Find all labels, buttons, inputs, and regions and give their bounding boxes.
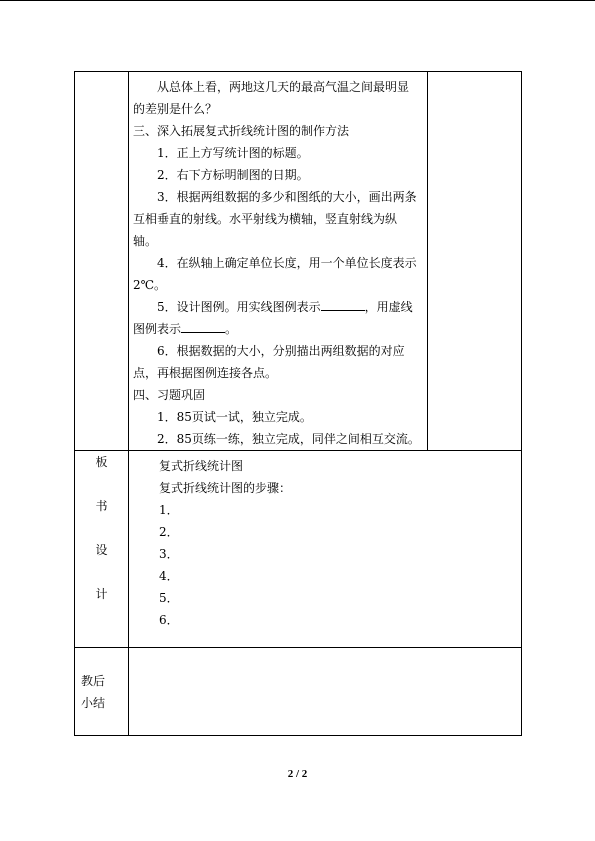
board-step-3: 3． <box>159 547 179 561</box>
step-2: 2．右下方标明制图的日期。 <box>157 168 309 182</box>
board-step-1: 1． <box>159 503 179 517</box>
step-1: 1．正上方写统计图的标题。 <box>157 146 309 160</box>
board-design-row <box>75 451 522 648</box>
board-label-char-4: 计 <box>95 587 108 601</box>
step-3-line-1: 3．根据两组数据的多少和图纸的大小，画出两条 <box>157 190 417 204</box>
board-design-content <box>129 451 522 648</box>
board-design-label <box>75 451 129 648</box>
exercise-1: 1．85页试一试，独立完成。 <box>157 410 312 424</box>
step-5-text-d: 。 <box>225 322 238 336</box>
step-5-line-1 <box>133 296 423 318</box>
step-6-line-1: 6．根据数据的大小，分别描出两组数据的对应 <box>157 344 405 358</box>
board-step-5: 5． <box>159 591 179 605</box>
teaching-content-cell <box>129 72 428 451</box>
step-4-line-2: 2℃。 <box>133 278 167 292</box>
exercise-2: 2．85页练一练，独立完成，同伴之间相互交流。 <box>157 432 420 446</box>
step-6-line-2: 点，再根据图例连接各点。 <box>133 366 278 380</box>
summary-content <box>129 648 522 736</box>
board-title: 复式折线统计图 <box>159 459 244 473</box>
page-number: 2 / 2 <box>287 768 308 780</box>
summary-label-line-2: 小结 <box>81 695 106 710</box>
summary-label <box>75 648 129 736</box>
fill-blank-solid <box>321 298 365 311</box>
fill-blank-dashed <box>181 320 225 333</box>
lesson-plan-table <box>74 71 522 736</box>
step-4-line-1: 4．在纵轴上确定单位长度，用一个单位长度表示 <box>157 256 417 270</box>
step-5-line-2 <box>133 318 423 340</box>
board-step-4: 4． <box>159 569 179 583</box>
question-line-1: 从总体上看，两地这几天的最高气温之间最明显 <box>157 80 410 94</box>
summary-label-line-1: 教后 <box>81 673 106 688</box>
board-step-6: 6． <box>159 613 179 627</box>
empty-label-cell <box>75 72 129 451</box>
teaching-process-row <box>75 72 522 451</box>
section-heading-4: 四、习题巩固 <box>133 388 206 402</box>
board-step-2: 2． <box>159 525 179 539</box>
step-3-line-3: 轴。 <box>133 234 158 248</box>
board-subtitle: 复式折线统计图的步骤： <box>159 481 292 495</box>
step-5-text-b: ，用虚线 <box>364 300 413 314</box>
section-heading-3: 三、深入拓展复式折线统计图的制作方法 <box>133 124 350 138</box>
board-label-char-1: 板 <box>95 455 108 469</box>
notes-cell <box>428 72 522 451</box>
step-5-text-a: 5．设计图例。用实线图例表示 <box>157 300 321 314</box>
board-label-char-2: 书 <box>95 499 108 513</box>
post-lesson-summary-row <box>75 648 522 736</box>
top-rule <box>0 0 595 1</box>
step-5-text-c: 图例表示 <box>133 322 182 336</box>
question-line-2: 的差别是什么？ <box>133 102 218 116</box>
board-label-char-3: 设 <box>95 543 108 557</box>
step-3-line-2: 互相垂直的射线。水平射线为横轴，竖直射线为纵 <box>133 212 398 226</box>
